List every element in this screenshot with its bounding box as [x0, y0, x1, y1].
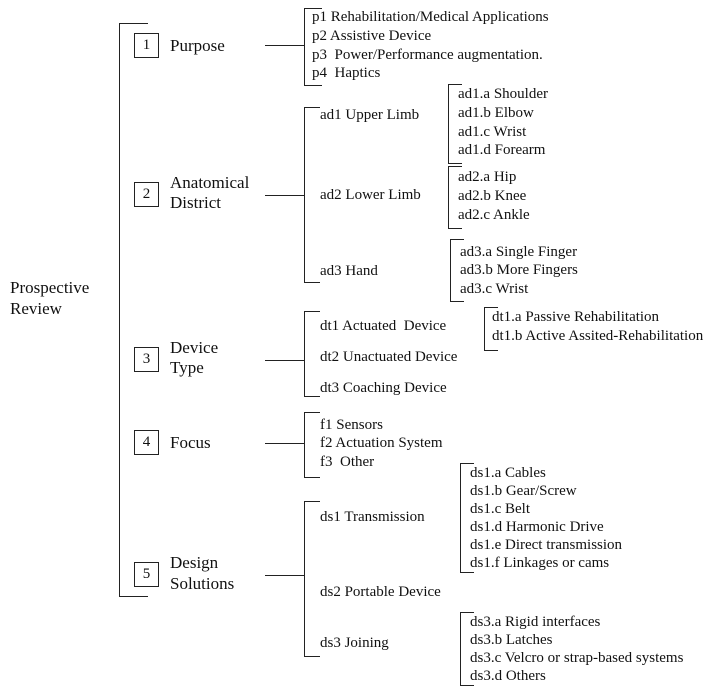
leaf-f1: f1 Sensors [320, 417, 383, 433]
subcategory-ad2: ad2 Lower Limb [320, 187, 421, 203]
leaf-p4: p4 Haptics [312, 65, 381, 81]
leaf-ad1b: ad1.b Elbow [458, 105, 534, 121]
root-label-line2: Review [10, 299, 62, 318]
category-number-box-2: 2 [134, 182, 159, 207]
category-number-box-3: 3 [134, 347, 159, 372]
category-number-box-1: 1 [134, 33, 159, 58]
connector-device-type [265, 360, 305, 361]
subcategory-ds2: ds2 Portable Device [320, 584, 441, 600]
subcategory-ds1: ds1 Transmission [320, 509, 425, 525]
leaf-dt1a: dt1.a Passive Rehabilitation [492, 309, 660, 325]
category-label-device-type-line2: Type [170, 358, 204, 377]
leaf-ds3a: ds3.a Rigid interfaces [470, 614, 601, 630]
category-label-focus: Focus [170, 433, 211, 452]
device-type-children-bracket [304, 311, 320, 397]
leaf-ad3b: ad3.b More Fingers [460, 262, 578, 278]
root-label-line1: Prospective [10, 278, 90, 297]
leaf-f3: f3 Other [320, 454, 375, 470]
connector-anatomical-district [265, 195, 305, 196]
category-label-anatomical-district-line2: District [170, 193, 221, 212]
leaf-ds3c: ds3.c Velcro or strap-based systems [470, 650, 684, 666]
focus-children-bracket [304, 412, 320, 478]
leaf-ad2c: ad2.c Ankle [458, 207, 530, 223]
leaf-ad3c: ad3.c Wrist [460, 281, 529, 297]
category-label-design-solutions-line2: Solutions [170, 574, 235, 593]
anatomical-district-children-bracket [304, 107, 320, 283]
subcategory-ad1: ad1 Upper Limb [320, 107, 420, 123]
leaf-ds1c: ds1.c Belt [470, 501, 530, 517]
connector-purpose [265, 45, 305, 46]
leaf-ds1b: ds1.b Gear/Screw [470, 483, 577, 499]
leaf-ds3d: ds3.d Others [470, 668, 546, 684]
leaf-ad2b: ad2.b Knee [458, 188, 527, 204]
category-label-design-solutions-line1: Design [170, 553, 219, 572]
leaf-f2: f2 Actuation System [320, 435, 443, 451]
subcategory-dt2: dt2 Unactuated Device [320, 349, 458, 365]
subcategory-ds3: ds3 Joining [320, 635, 389, 651]
leaf-p2: p2 Assistive Device [312, 28, 432, 44]
category-label-purpose: Purpose [170, 36, 225, 55]
subcategory-ad3: ad3 Hand [320, 263, 378, 279]
connector-design-solutions [265, 575, 305, 576]
subcategory-dt3: dt3 Coaching Device [320, 380, 447, 396]
category-label-anatomical-district-line1: Anatomical [170, 173, 250, 192]
root-bracket [119, 23, 148, 597]
leaf-ds1e: ds1.e Direct transmission [470, 537, 623, 553]
category-label-device-type-line1: Device [170, 338, 219, 357]
subcategory-dt1: dt1 Actuated Device [320, 318, 447, 334]
leaf-ds3b: ds3.b Latches [470, 632, 553, 648]
leaf-ds1a: ds1.a Cables [470, 465, 546, 481]
leaf-ad1a: ad1.a Shoulder [458, 86, 548, 102]
leaf-dt1b: dt1.b Active Assited-Rehabilitation [492, 328, 704, 344]
leaf-p1: p1 Rehabilitation/Medical Applications [312, 9, 549, 25]
leaf-ad1c: ad1.c Wrist [458, 124, 527, 140]
leaf-ds1f: ds1.f Linkages or cams [470, 555, 610, 571]
design-solutions-children-bracket [304, 501, 320, 657]
connector-focus [265, 443, 305, 444]
leaf-ad1d: ad1.d Forearm [458, 142, 546, 158]
leaf-ds1d: ds1.d Harmonic Drive [470, 519, 604, 535]
leaf-ad2a: ad2.a Hip [458, 169, 517, 185]
leaf-ad3a: ad3.a Single Finger [460, 244, 578, 260]
category-number-box-4: 4 [134, 430, 159, 455]
category-number-box-5: 5 [134, 562, 159, 587]
leaf-p3: p3 Power/Performance augmentation. [312, 47, 543, 63]
